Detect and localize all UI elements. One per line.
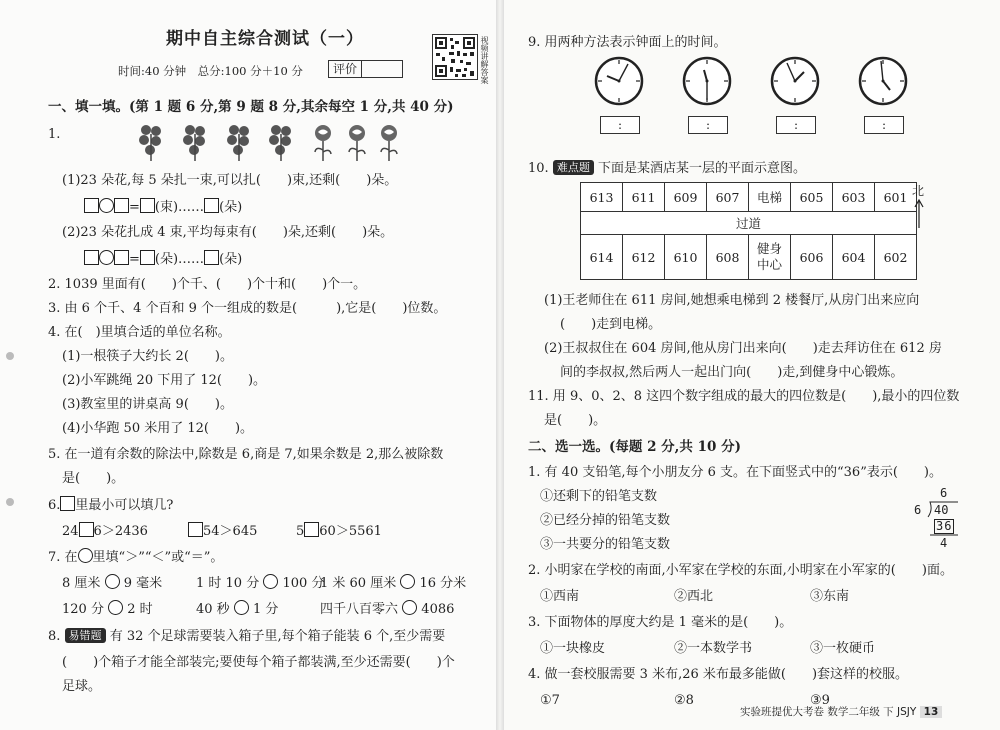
time-answer-box[interactable]: : [864, 116, 904, 134]
room-cell: 609 [665, 183, 707, 212]
q1-2-equation: = (朵)…… (朵) [84, 250, 242, 269]
q7-row2-item1 [62, 600, 153, 619]
compare-circle[interactable] [105, 574, 120, 589]
q7-left: 四千八百零六 [320, 602, 399, 617]
division-divisor: 6 [914, 503, 922, 517]
evaluation-label: 评价 [328, 60, 362, 78]
s2-q4-option[interactable]: ②8 [674, 693, 694, 708]
s2-q4-text: 4. 做一套校服需要 3 米布,26 米布最多能做( )套这样的校服。 [528, 667, 909, 682]
s2-q4-option[interactable]: ③9 [810, 693, 830, 708]
room-cell: 606 [791, 235, 833, 280]
q4-text: 4. 在( )里填合适的单位名称。 [48, 325, 231, 340]
q10-number: 10. [528, 161, 549, 176]
division-bracket [912, 486, 972, 550]
section-1-heading: 一、填一填。(第 1 题 6 分,第 9 题 8 分,其余每空 1 分,共 40 分) [48, 99, 454, 115]
q1-1-eq-end: (束)…… [154, 200, 205, 215]
q8-tag: 易错题 [65, 628, 106, 643]
room-cell: 605 [791, 183, 833, 212]
q7-left: 120 分 [62, 602, 104, 617]
s2-q3-text: 3. 下面物体的厚度大约是 1 毫米的是( )。 [528, 615, 793, 630]
q11-text-cont: 是( )。 [544, 413, 607, 428]
section-2-heading: 二、选一选。(每题 2 分,共 10 分) [528, 439, 741, 455]
page-title: 期中自主综合测试（一） [166, 29, 364, 49]
circle-symbol [78, 548, 93, 563]
s2-q2-option[interactable]: ②西北 [674, 589, 714, 604]
q6-c-left: 5 [296, 524, 305, 539]
s2-q2-text: 2. 小明家在学校的南面,小军家在学校的东面,小明家在小军家的( )面。 [528, 563, 953, 578]
room-cell: 601 [875, 183, 917, 212]
operator-circle[interactable] [99, 198, 114, 213]
flower-bunch-icon [136, 124, 166, 166]
compare-circle[interactable] [234, 600, 249, 615]
answer-box[interactable] [304, 522, 319, 537]
q10-2-text-cont: 间的李叔叔,然后两人一起出门向( )走,到健身中心锻炼。 [560, 365, 904, 380]
q10-1-text-cont: ( )走到电梯。 [560, 317, 662, 332]
q4-2-text: (2)小军跳绳 20 下用了 12( )。 [62, 373, 267, 388]
q10-2-text: (2)王叔叔住在 604 房间,他从房门出来向( )走去拜访住在 612 房 [544, 341, 942, 356]
q8-number: 8. [48, 629, 61, 644]
q9-text: 9. 用两种方法表示钟面上的时间。 [528, 35, 727, 50]
hallway-cell: 过道 [581, 212, 917, 235]
q6-c-right: 60＞5561 [319, 524, 382, 539]
q7-left: 8 厘米 [62, 576, 101, 591]
q1-1-equation: = (束)…… (朵) [84, 198, 242, 217]
gym-label: 健身中心 [756, 241, 782, 272]
q4-1-text: (1)一根筷子大约长 2( )。 [62, 349, 233, 364]
room-cell: 607 [707, 183, 749, 212]
room-cell: 610 [665, 235, 707, 280]
q3-text: 3. 由 6 个千、4 个百和 9 个一组成的数是( ),它是( )位数。 [48, 301, 447, 316]
answer-box[interactable] [140, 250, 155, 265]
answer-box[interactable] [204, 198, 219, 213]
q6-prompt: 里最小可以填几? [75, 498, 174, 513]
q7-row2-item2 [196, 600, 278, 619]
answer-box[interactable] [84, 198, 99, 213]
s2-q2-option[interactable]: ③东南 [810, 589, 850, 604]
compare-circle[interactable] [263, 574, 278, 589]
clock-icon [858, 56, 908, 106]
q1-2-eq-end: (朵)…… [154, 252, 205, 267]
q7-text [48, 548, 223, 567]
q7-row2-item3 [320, 600, 454, 619]
q4-3-text: (3)教室里的讲桌高 9( )。 [62, 397, 233, 412]
rose-icon [310, 124, 336, 166]
q11-text: 11. 用 9、0、2、8 这四个数字组成的最大的四位数是( ),最小的四位数 [528, 389, 960, 404]
s2-q3-option[interactable]: ③一枚硬币 [810, 641, 876, 656]
flower-bunch-icon [266, 124, 296, 166]
q1-2-eq-unit: (朵) [219, 252, 243, 267]
rose-icon [376, 124, 402, 166]
q1-1-eq-unit: (朵) [219, 200, 243, 215]
s2-q2-option[interactable]: ①西南 [540, 589, 580, 604]
time-info: 时间:40 分钟 总分:100 分＋10 分 [118, 64, 303, 78]
q7-left: 1 时 10 分 [196, 576, 260, 591]
room-cell: 602 [875, 235, 917, 280]
q6-number: 6. [48, 498, 61, 513]
q8-text [48, 628, 445, 646]
s2-q1-option[interactable]: ③一共要分的铅笔支数 [540, 537, 671, 552]
q10-text [528, 160, 806, 178]
q1-number: 1. [48, 127, 61, 142]
evaluation-box [328, 60, 403, 79]
evaluation-field [362, 60, 403, 78]
gym-cell [749, 235, 791, 280]
answer-box[interactable] [79, 522, 94, 537]
clock-icon [770, 56, 820, 106]
q5-text: 5. 在一道有余数的除法中,除数是 6,商是 7,如果余数是 2,那么被除数 [48, 447, 444, 462]
s2-q1-option[interactable]: ②已经分掉的铅笔支数 [540, 513, 671, 528]
q6-item-a [62, 522, 148, 541]
q7-number: 7. 在 [48, 550, 78, 565]
room-cell: 603 [833, 183, 875, 212]
compare-circle[interactable] [402, 600, 417, 615]
q7-right: 16 分米 [419, 576, 467, 591]
page-footer [740, 704, 942, 719]
answer-box[interactable] [188, 522, 203, 537]
rose-icon [344, 124, 370, 166]
footer-text: 实验班提优大考卷 数学二年级 下 JSJY [740, 706, 917, 718]
room-cell: 608 [707, 235, 749, 280]
division-dividend: 40 [934, 503, 949, 517]
time-answer-box[interactable]: : [600, 116, 640, 134]
q5-text-cont: 是( )。 [62, 471, 125, 486]
q6-item-b [188, 522, 257, 541]
room-cell: 612 [623, 235, 665, 280]
binding-hole [6, 498, 14, 506]
answer-box[interactable] [204, 250, 219, 265]
qr-caption: 视频讲解答案 [480, 36, 489, 84]
page-number: 13 [920, 706, 943, 718]
box-symbol [60, 496, 75, 511]
division-remainder: 4 [940, 536, 948, 550]
answer-box[interactable] [84, 250, 99, 265]
north-label: 北 [912, 184, 925, 198]
qr-code [432, 34, 478, 80]
q6-b-right: 54＞645 [203, 524, 258, 539]
q7-right: 1 分 [252, 602, 279, 617]
operator-circle[interactable] [99, 250, 114, 265]
q10-tag: 难点题 [553, 160, 594, 175]
flower-bunch-icon [224, 124, 254, 166]
compare-circle[interactable] [400, 574, 415, 589]
room-cell: 613 [581, 183, 623, 212]
q7-prompt: 里填“＞”“＜”或“＝”。 [92, 550, 224, 565]
answer-box[interactable] [114, 250, 129, 265]
q7-row1-item3 [320, 574, 466, 593]
q7-right: 4086 [421, 602, 455, 617]
north-indicator [912, 182, 925, 229]
book-gutter [496, 0, 504, 730]
s2-q3-option[interactable]: ②一本数学书 [674, 641, 753, 656]
floor-plan-table [580, 182, 917, 280]
binding-hole [6, 352, 14, 360]
north-arrow-icon [913, 199, 925, 229]
s2-q4-option[interactable]: ①7 [540, 693, 560, 708]
q7-left: 1 米 60 厘米 [320, 576, 397, 591]
q7-row1-item1 [62, 574, 162, 593]
q10-1-text: (1)王老师住在 611 房间,她想乘电梯到 2 楼餐厅,从房门出来应向 [544, 293, 920, 308]
flower-bunch-icon [180, 124, 210, 166]
q7-left: 40 秒 [196, 602, 230, 617]
clock-icon [682, 56, 732, 106]
s2-q1-text: 1. 有 40 支铅笔,每个小朋友分 6 支。在下面竖式中的“36”表示( )。 [528, 465, 942, 480]
q7-right: 2 时 [127, 602, 153, 617]
q6-item-c [296, 522, 382, 541]
q7-right: 9 毫米 [123, 576, 163, 591]
q1-2-text: (2)23 朵花扎成 4 束,平均每束有( )朵,还剩( )朵。 [62, 225, 394, 240]
time-answer-box[interactable]: : [776, 116, 816, 134]
s2-q1-option[interactable]: ①还剩下的铅笔支数 [540, 489, 658, 504]
q7-row1-item2 [196, 574, 324, 593]
division-quotient: 6 [940, 486, 948, 500]
compare-circle[interactable] [108, 600, 123, 615]
q8-line1: 有 32 个足球需要装入箱子里,每个箱子能装 6 个,至少需要 [109, 629, 446, 644]
q6-a-right: 6＞2436 [93, 524, 148, 539]
division-subtrahend[interactable]: 36 [936, 519, 953, 533]
elevator-cell: 电梯 [749, 183, 791, 212]
q10-prompt: 下面是某酒店某一层的平面示意图。 [597, 161, 806, 176]
q1-1-text: (1)23 朵花,每 5 朵扎一束,可以扎( )束,还剩( )朵。 [62, 173, 398, 188]
q6-text [48, 496, 173, 515]
q7-right: 100 分 [282, 576, 325, 591]
room-cell: 611 [623, 183, 665, 212]
clock-icon [594, 56, 644, 106]
s2-q3-option[interactable]: ①一块橡皮 [540, 641, 606, 656]
answer-box[interactable] [140, 198, 155, 213]
q8-line3: 足球。 [62, 679, 102, 694]
q4-4-text: (4)小华跑 50 米用了 12( )。 [62, 421, 254, 436]
answer-box[interactable] [114, 198, 129, 213]
long-division [912, 486, 972, 550]
q2-text: 2. 1039 里面有( )个千、( )个十和( )个一。 [48, 277, 367, 292]
time-answer-box[interactable]: : [688, 116, 728, 134]
room-cell: 604 [833, 235, 875, 280]
q6-a-left: 24 [62, 524, 79, 539]
q8-line2: ( )个箱子才能全部装完;要使每个箱子都装满,至少还需要( )个 [62, 655, 455, 670]
room-cell: 614 [581, 235, 623, 280]
